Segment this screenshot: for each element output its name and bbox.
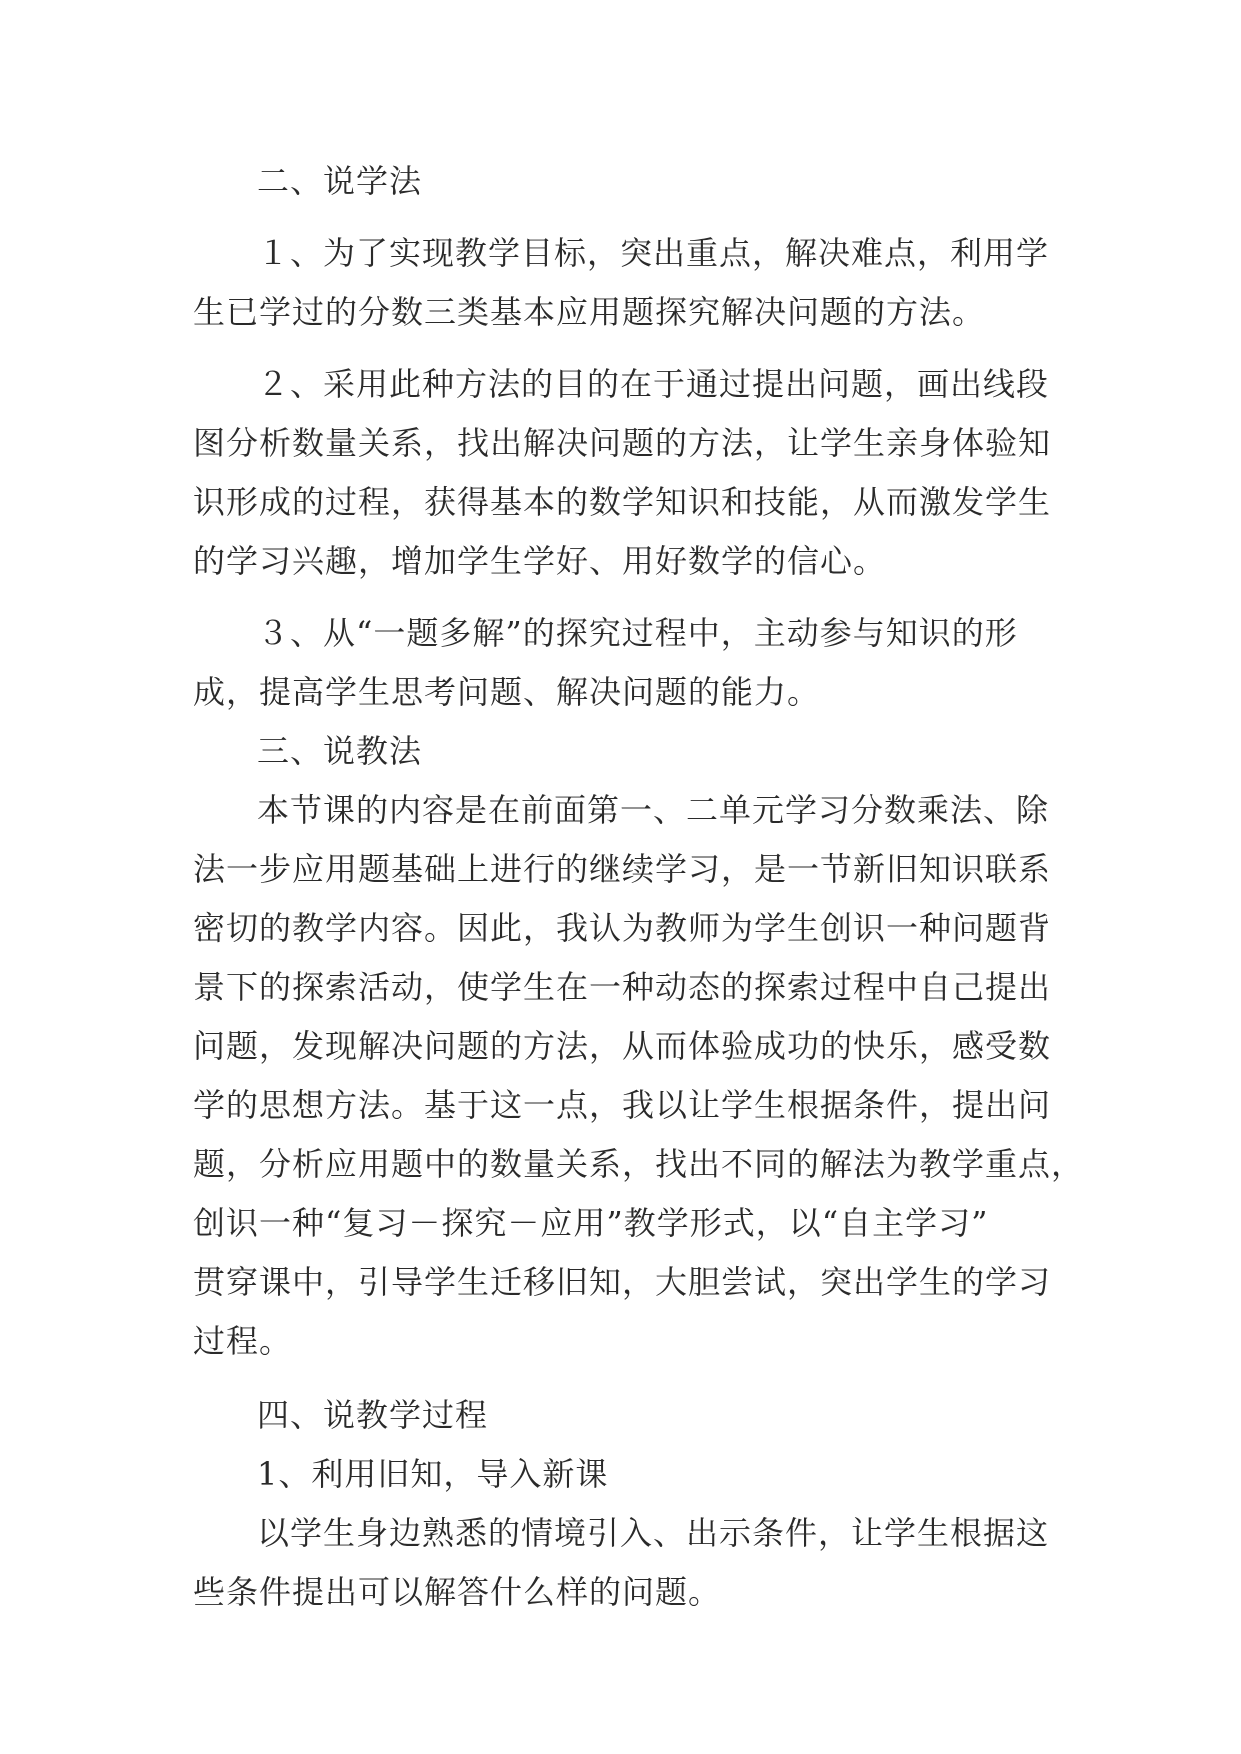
paragraph-line: 法一步应用题基础上进行的继续学习，是一节新旧知识联系 xyxy=(193,850,1052,888)
paragraph-line: 些条件提出可以解答什么样的问题。 xyxy=(193,1573,722,1611)
paragraph-line: 过程。 xyxy=(193,1322,293,1360)
paragraph-line: 景下的探索活动，使学生在一种动态的探索过程中自己提出 xyxy=(193,968,1052,1006)
paragraph-teaching-method xyxy=(193,781,1085,1371)
paragraph-review-intro xyxy=(193,1504,1063,1622)
section-heading-study-method xyxy=(193,152,1063,211)
section-heading-teaching-process xyxy=(193,1386,1063,1445)
paragraph-study-method-3 xyxy=(193,604,1063,722)
paragraph-study-method-2 xyxy=(193,355,1063,591)
paragraph-line: 成，提高学生思考问题、解决问题的能力。 xyxy=(193,673,821,711)
paragraph-line: 学的思想方法。基于这一点，我以让学生根据条件，提出问 xyxy=(193,1086,1052,1124)
paragraph-line: 问题，发现解决问题的方法，从而体验成功的快乐，感受数 xyxy=(193,1027,1052,1065)
heading-line: 三、说教法 xyxy=(257,732,423,770)
section-heading-teaching-method xyxy=(193,722,1063,781)
paragraph-line: ２、采用此种方法的目的在于通过提出问题，画出线段 xyxy=(257,365,1050,403)
paragraph-study-method-1 xyxy=(193,224,1063,342)
heading-line: 二、说学法 xyxy=(257,162,423,200)
heading-line: 1、利用旧知，导入新课 xyxy=(257,1455,609,1493)
paragraph-line: 以学生身边熟悉的情境引入、出示条件，让学生根据这 xyxy=(257,1514,1050,1552)
paragraph-line: 贯穿课中，引导学生迁移旧知，大胆尝试，突出学生的学习 xyxy=(193,1263,1052,1301)
heading-line: 四、说教学过程 xyxy=(257,1396,489,1434)
paragraph-line: １、为了实现教学目标，突出重点，解决难点，利用学 xyxy=(257,234,1050,272)
paragraph-line: 密切的教学内容。因此，我认为教师为学生创识一种问题背 xyxy=(193,909,1052,947)
paragraph-line: 创识一种“复习－探究－应用”教学形式，以“自主学习” xyxy=(193,1204,989,1242)
subsection-heading-review-intro xyxy=(193,1445,1063,1504)
paragraph-line: 本节课的内容是在前面第一、二单元学习分数乘法、除 xyxy=(257,791,1050,829)
paragraph-line: 图分析数量关系，找出解决问题的方法，让学生亲身体验知 xyxy=(193,424,1052,462)
document-page xyxy=(193,152,1085,1622)
paragraph-line: 的学习兴趣，增加学生学好、用好数学的信心。 xyxy=(193,542,887,580)
paragraph-line: 识形成的过程，获得基本的数学知识和技能，从而激发学生 xyxy=(193,483,1052,521)
paragraph-line: 生已学过的分数三类基本应用题探究解决问题的方法。 xyxy=(193,293,986,331)
paragraph-line: ３、从“一题多解”的探究过程中，主动参与知识的形 xyxy=(257,614,1018,652)
paragraph-line: 题，分析应用题中的数量关系，找出不同的解法为教学重点， xyxy=(193,1145,1085,1183)
